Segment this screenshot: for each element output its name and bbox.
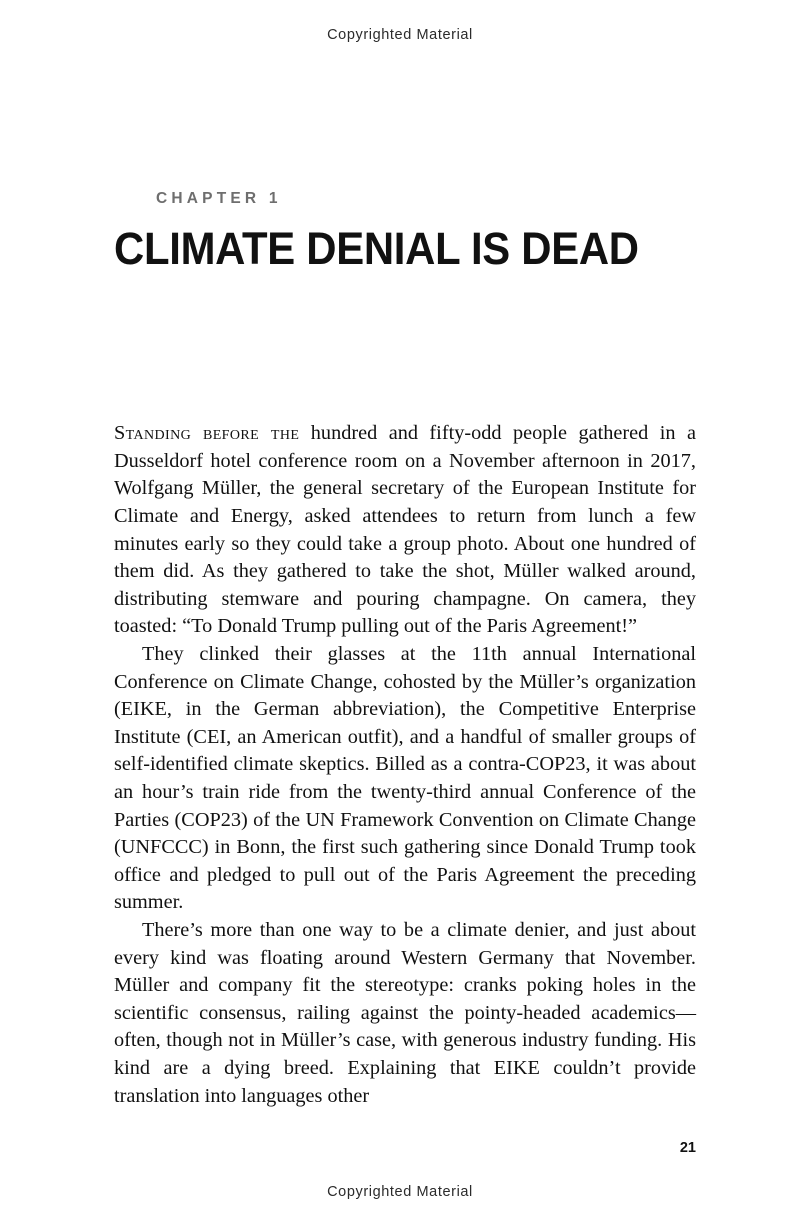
page-number: 21 xyxy=(679,1140,696,1156)
chapter-title: CLIMATE DENIAL IS DEAD xyxy=(114,223,639,274)
watermark-bottom: Copyrighted Material xyxy=(327,1184,473,1200)
body-text xyxy=(114,420,696,1110)
watermark-top: Copyrighted Material xyxy=(327,27,473,43)
opening-small-caps: Standing before the xyxy=(114,422,300,445)
paragraph-1 xyxy=(114,420,696,641)
paragraph-1-rest: hundred and fifty-odd people gathered in a Dusseldorf hotel conference room on a November afternoon in 2017, Wolfgang Müller, the general secretary of the European Institute for Climate and Energy, asked attendees to return from lunch a few minutes early so they could take a group photo. About one hundred of them did. As they gathered to take the shot, Müller walked around, distributing stemware and pouring champagne. On camera, they toasted: “To Donald Trump pulling out of the Paris Agreement!” xyxy=(114,422,696,638)
paragraph-2: They clinked their glasses at the 11th annual International Conference on Climate Change, cohosted by the Müller’s organization (EIKE, in the German abbreviation), the Competitive Enterprise Institute (CEI, an American outfit), and a handful of smaller groups of self-identified climate skeptics. Billed as a contra-COP23, it was about an hour’s train ride from the twenty-third annual Conference of the Parties (COP23) of the UN Framework Convention on Climate Change (UNFCCC) in Bonn, the first such gathering since Donald Trump took office and pledged to pull out of the Paris Agreement the preceding summer. xyxy=(114,643,696,914)
paragraph-3: There’s more than one way to be a climate denier, and just about every kind was floating around Western Germany that November. Müller and company fit the stereotype: cranks poking holes in the scientific consensus, railing against the pointy-headed academics—often, though not in Müller’s case, with generous industry funding. His kind are a dying breed. Explaining that EIKE couldn’t provide translation into languages other xyxy=(114,918,696,1107)
page-content xyxy=(114,0,696,1110)
chapter-label: CHAPTER 1 xyxy=(156,190,282,207)
